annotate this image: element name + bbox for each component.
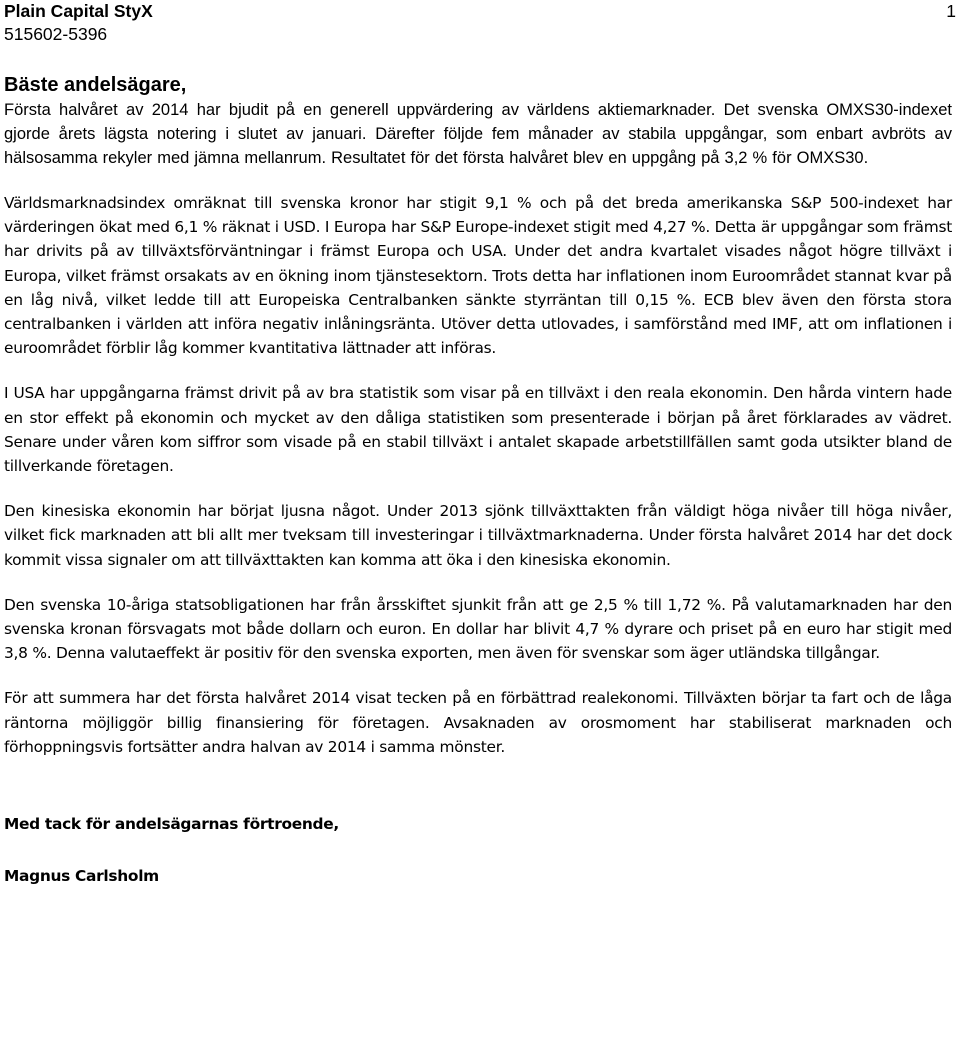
page-header: [4, 0, 956, 47]
paragraph-china: Den kinesiska ekonomin har börjat ljusna något. Under 2013 sjönk tillväxttakten från väldigt höga nivåer till höga nivåer, vilket fick marknaden att bli allt mer tveksam till investeringar i tillväxtmarknaderna. Under första halvåret 2014 har det dock kommit vissa signaler om att tillväxttakten kan komma att öka i den kinesiska ekonomin.: [4, 502, 952, 569]
paragraph-intro: Första halvåret av 2014 har bjudit på en generell uppvärdering av världens aktiemarknader. Det svenska OMXS30-indexet gjorde årets lägsta notering i slutet av januari. Därefter följde fem månader av stabila uppgångar, som enbart avbröts av hälsosamma rekyler med jämna mellanrum. Resultatet för det första halvåret blev en uppgång på 3,2 % för OMXS30.: [4, 101, 952, 167]
letter-body: [4, 72, 952, 888]
greeting: Bäste andelsägare,: [4, 74, 187, 96]
company-name: Plain Capital StyX: [4, 1, 153, 21]
page-number: 1: [946, 1, 956, 21]
paragraph-bonds-currency: Den svenska 10-åriga statsobligationen har från årsskiftet sjunkit från att ge 2,5 % till 1,72 %. På valutamarknaden har den svenska kronan försvagats mot både dollarn och euron. En dollar har blivit 4,7 % dyrare och priset på en euro har stigit med 3,8 %. Denna valutaeffekt är positiv för den svenska exporten, men även för svenskar som äger utländska tillgångar.: [4, 595, 952, 663]
paragraph-usa: I USA har uppgångarna främst drivit på av bra statistik som visar på en tillväxt i den reala ekonomin. Den hårda vintern hade en stor effekt på ekonomin och mycket av den dåliga statistiken som presenterade i början på året förklarades av vädret. Senare under våren kom siffror som visade på en stabil tillväxt i antalet skapade arbetstillfällen samt goda utsikter bland de tillverkande företagen.: [4, 384, 952, 476]
org-number: 515602-5396: [4, 24, 108, 44]
closing-line: Med tack för andelsägarnas förtroende,: [4, 815, 339, 834]
paragraph-summary: För att summera har det första halvåret 2014 visat tecken på en förbättrad realekonomi. Tillväxten börjar ta fart och de låga räntorna möjliggör billig finansiering för företagen. Avsaknaden av orosmoment har stabiliserat marknaden och förhoppningsvis fortsätter andra halvan av 2014 i samma mönster.: [4, 689, 952, 756]
signature-name: Magnus Carlsholm: [4, 867, 159, 886]
paragraph-world-markets: Världsmarknadsindex omräknat till svenska kronor har stigit 9,1 % och på det breda amerikanska S&P 500-indexet har värderingen ökat med 6,1 % räknat i USD. I Europa har S&P Europe-indexet stigit med 4,27 %. Detta är uppgångar som främst har drivits på av tillväxtsförväntningar i främst Europa och USA. Under det andra kvartalet visades något högre tillväxt i Europa, vilket främst orsakats av en ökning inom tjänstesektorn. Trots detta har inflationen inom Euroområdet stannat kvar på en låg nivå, vilket ledde till att Europeiska Centralbanken sänkte styrräntan till 0,15 %. ECB blev även den första stora centralbanken i världen att införa negativ inlåningsränta. Utöver detta utlovades, i samförstånd med IMF, att om inflationen i euroområdet förblir låg kommer kvantitativa lättnader att införas.: [4, 194, 952, 358]
